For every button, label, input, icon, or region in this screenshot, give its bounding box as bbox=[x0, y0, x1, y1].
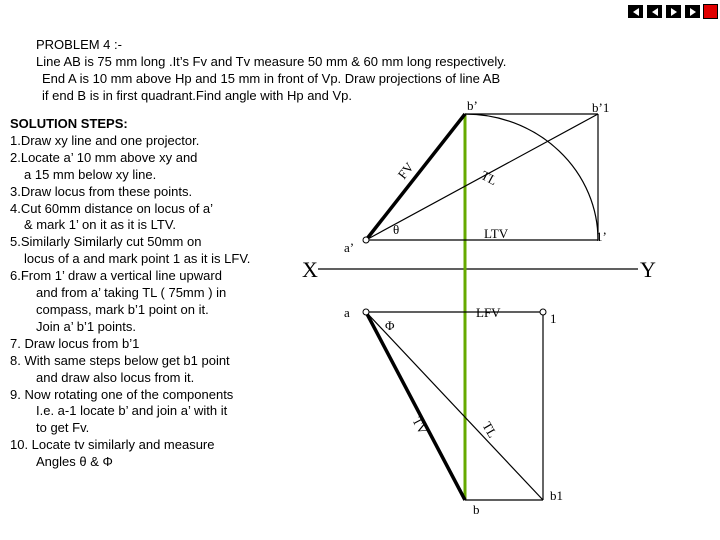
theta-label: θ bbox=[393, 222, 400, 237]
y-label: Y bbox=[640, 257, 656, 282]
ltv-label: LTV bbox=[484, 226, 509, 241]
problem-line: End A is 10 mm above Hp and 15 mm in front of Vp. Draw projections of line AB bbox=[42, 71, 501, 86]
step-line: and draw also locus from it. bbox=[36, 369, 195, 385]
top-view-line bbox=[366, 312, 465, 500]
one-label: 1 bbox=[550, 311, 557, 326]
step-line: 5.Similarly Similarly cut 50mm on bbox=[10, 234, 202, 250]
step-line: 4.Cut 60mm distance on locus of a’ bbox=[10, 200, 214, 216]
step-line: 3.Draw locus from these points. bbox=[10, 183, 193, 199]
a-label: a bbox=[344, 305, 350, 320]
steps-title: SOLUTION STEPS: bbox=[10, 116, 128, 131]
tl-top-label: TL bbox=[478, 167, 500, 189]
b-prime-1-label: b’1 bbox=[592, 100, 610, 115]
problem-line: if end B is in first quadrant.Find angle with Hp and Vp. bbox=[42, 88, 353, 103]
front-view-line bbox=[366, 114, 465, 240]
one-prime-label: 1’ bbox=[596, 229, 607, 244]
step-line: compass, mark b’1 point on it. bbox=[36, 301, 209, 317]
step-line: a 15 mm below xy line. bbox=[24, 166, 157, 182]
problem-line: PROBLEM 4 :- bbox=[36, 37, 122, 52]
lfv-label: LFV bbox=[476, 305, 501, 320]
step-line: 7. Draw locus from b’1 bbox=[10, 335, 140, 351]
step-line: 2.Locate a’ 10 mm above xy and bbox=[10, 149, 198, 165]
b1-label: b1 bbox=[550, 488, 563, 503]
step-line: 9. Now rotating one of the components bbox=[10, 386, 234, 402]
fv-label: FV bbox=[394, 159, 417, 182]
step-line: 10. Locate tv similarly and measure bbox=[10, 437, 215, 453]
true-length-bottom bbox=[366, 312, 543, 500]
tl-bottom-label: TL bbox=[479, 419, 501, 441]
step-line: and from a’ taking TL ( 75mm ) in bbox=[36, 285, 227, 301]
phi-label: Φ bbox=[385, 318, 395, 333]
step-line: & mark 1’ on it as it is LTV. bbox=[24, 217, 176, 233]
step-line: locus of a and mark point 1 as it is LFV. bbox=[24, 251, 251, 267]
point-a bbox=[363, 309, 369, 315]
step-line: 6.From 1’ draw a vertical line upward bbox=[10, 268, 222, 284]
point-1 bbox=[540, 309, 546, 315]
x-label: X bbox=[302, 257, 318, 282]
step-line: 8. With same steps below get b1 point bbox=[10, 352, 230, 368]
step-line: I.e. a-1 locate b’ and join a’ with it bbox=[36, 403, 228, 419]
point-a-prime bbox=[363, 237, 369, 243]
step-line: to get Fv. bbox=[36, 420, 90, 436]
tv-label: TV bbox=[409, 414, 431, 437]
b-prime-label: b’ bbox=[467, 98, 478, 113]
problem-line: Line AB is 75 mm long .It’s Fv and Tv measure 50 mm & 60 mm long respectively. bbox=[36, 54, 507, 69]
a-prime-label: a’ bbox=[344, 240, 355, 255]
step-line: 1.Draw xy line and one projector. bbox=[10, 132, 200, 148]
step-line: Angles θ & Φ bbox=[36, 454, 113, 470]
b-label: b bbox=[473, 502, 480, 517]
step-line: Join a’ b’1 points. bbox=[36, 318, 136, 334]
